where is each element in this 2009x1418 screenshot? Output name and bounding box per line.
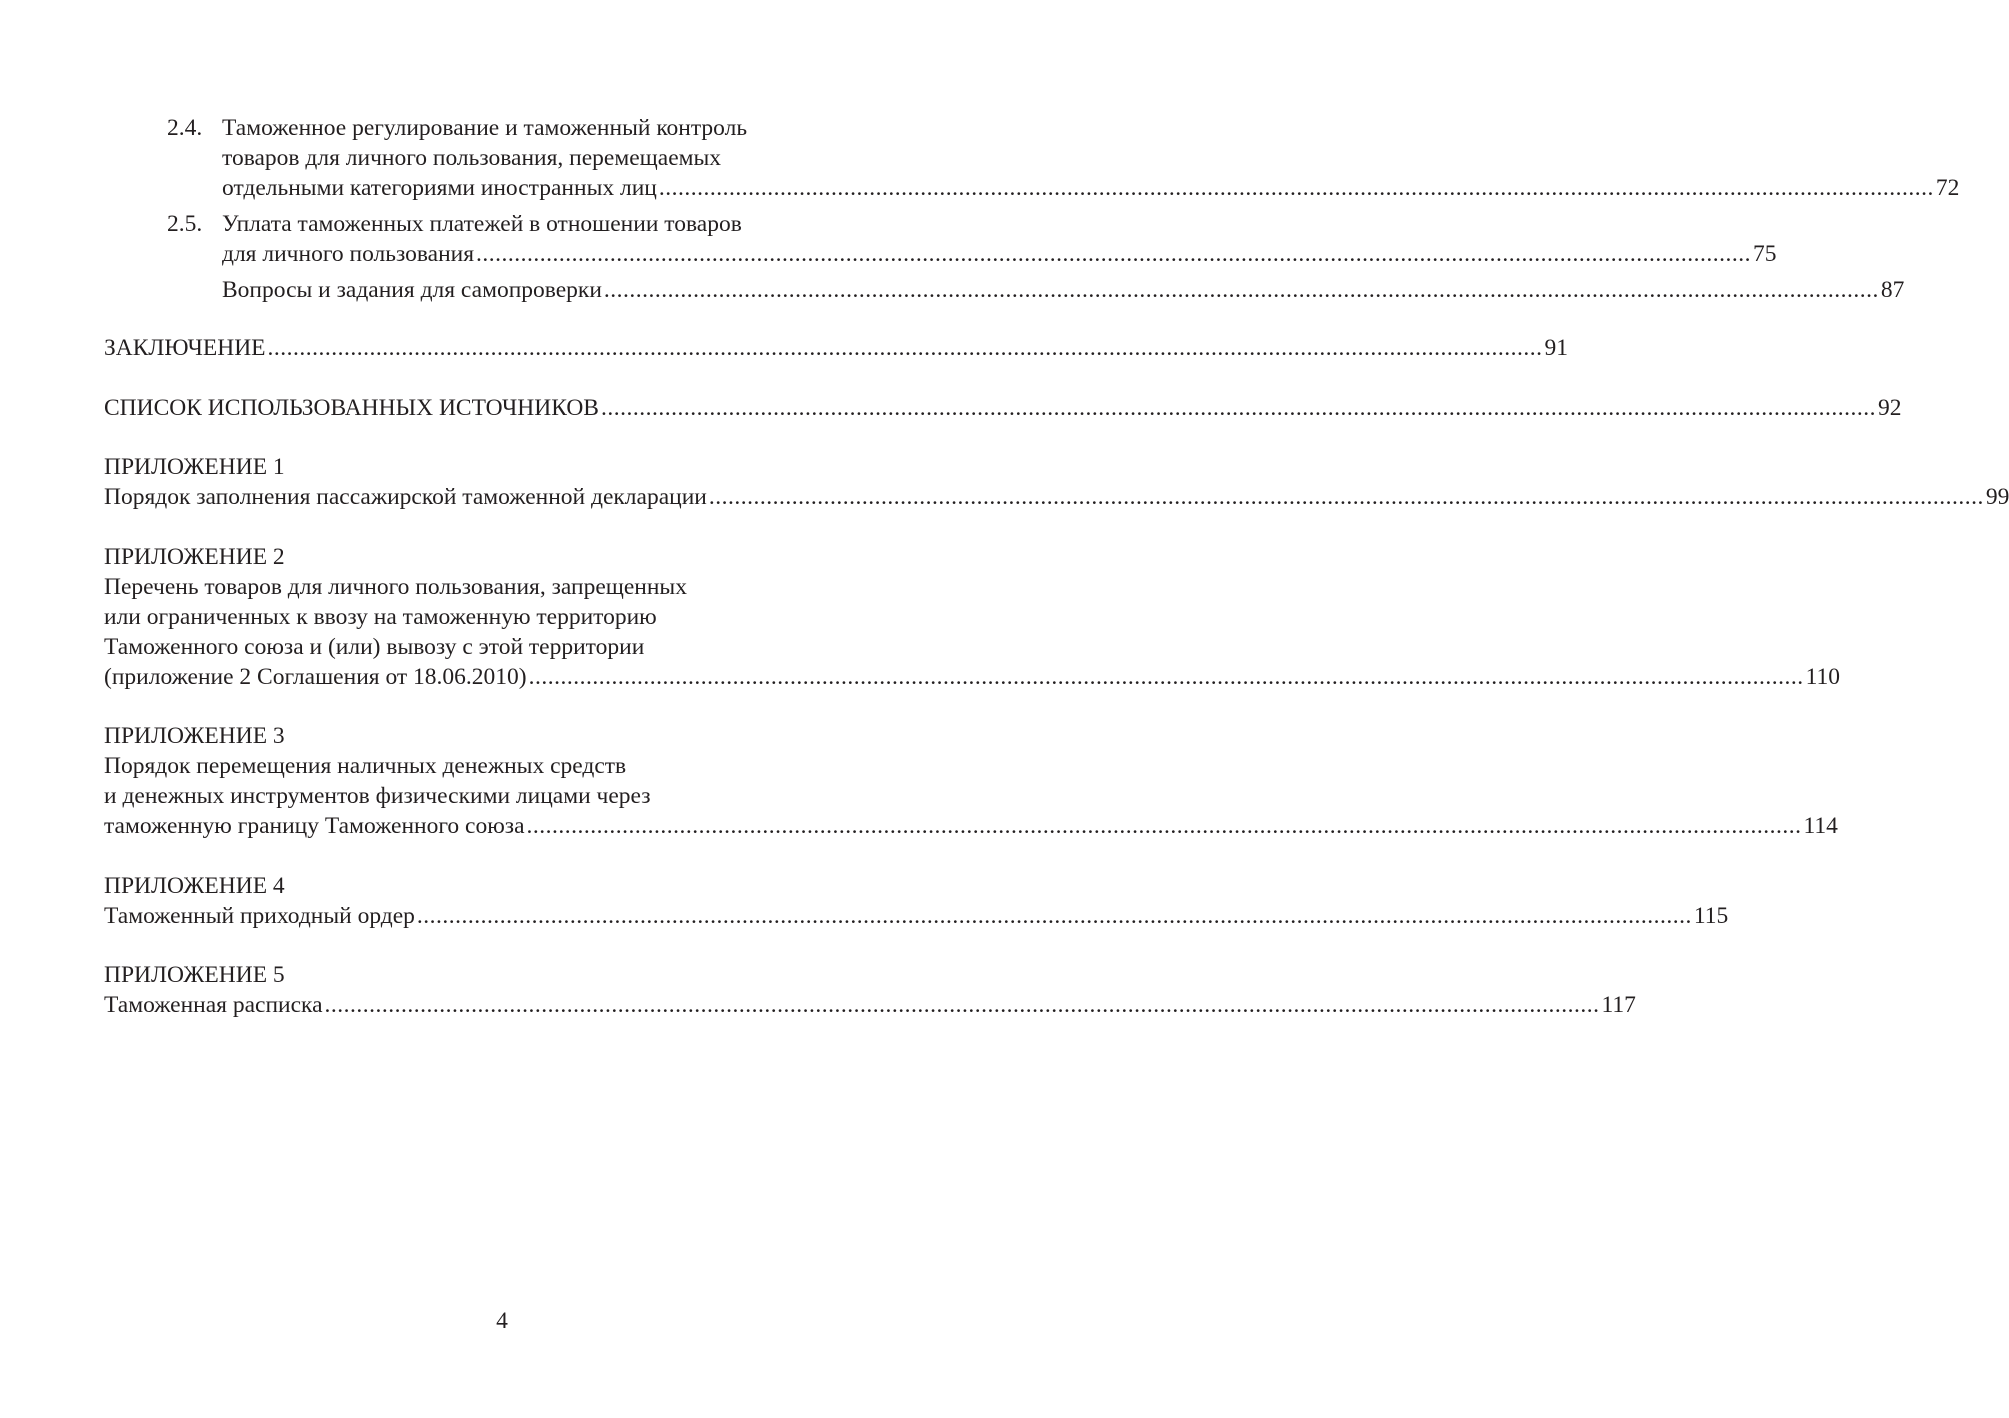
leader-dots: ........................................................................................................................................................................................................ — [476, 241, 1752, 267]
toc-entry-appendix-4[interactable] — [104, 901, 1729, 931]
appendix-heading: ПРИЛОЖЕНИЕ 4 — [104, 873, 285, 899]
section-title-line: товаров для личного пользования, перемещаемых — [222, 145, 722, 171]
toc-page-ref: 92 — [1877, 395, 1902, 421]
appendix-title-line: Таможенного союза и (или) вывозу с этой территории — [104, 634, 645, 660]
leader-dots: ........................................................................................................................................................................................................ — [708, 484, 1984, 510]
toc-page-ref: 110 — [1805, 664, 1841, 690]
toc-entry-text: Порядок заполнения пассажирской таможенной декларации — [104, 484, 707, 510]
appendix-title-line: Порядок перемещения наличных денежных средств — [104, 753, 627, 779]
toc-page-ref: 87 — [1880, 277, 1905, 303]
appendix-title-line: и денежных инструментов физическими лицами через — [104, 783, 651, 809]
toc-entry-appendix-5[interactable] — [104, 990, 1636, 1020]
toc-entry-conclusion[interactable] — [104, 333, 1569, 363]
leader-dots: ........................................................................................................................................................................................................ — [416, 903, 1692, 929]
appendix-heading: ПРИЛОЖЕНИЕ 3 — [104, 723, 285, 749]
leader-dots: ........................................................................................................................................................................................................ — [603, 277, 1879, 303]
toc-entry-text: Таможенный приходный ордер — [104, 903, 415, 929]
toc-entry-questions[interactable] — [222, 275, 1905, 305]
toc-entry-text: таможенную границу Таможенного союза — [104, 813, 525, 839]
toc-entry-appendix-3[interactable] — [104, 811, 1838, 841]
page-number: 4 — [496, 1308, 508, 1334]
appendix-title-line: или ограниченных к ввозу на таможенную территорию — [104, 604, 657, 630]
section-number: 2.4. — [167, 115, 203, 141]
toc-entry-text: Таможенная расписка — [104, 992, 323, 1018]
toc-page-ref: 91 — [1544, 335, 1569, 361]
leader-dots: ........................................................................................................................................................................................................ — [267, 335, 1543, 361]
toc-entry-text: отдельными категориями иностранных лиц — [222, 175, 657, 201]
appendix-title-line: Перечень товаров для личного пользования, запрещенных — [104, 574, 687, 600]
toc-entry-2-5[interactable] — [222, 239, 1777, 269]
toc-entry-text: для личного пользования — [222, 241, 475, 267]
toc-entry-text: ЗАКЛЮЧЕНИЕ — [104, 335, 266, 361]
toc-entry-sources[interactable] — [104, 393, 1902, 423]
section-title-line: Уплата таможенных платежей в отношении товаров — [222, 211, 742, 237]
toc-entry-appendix-2[interactable] — [104, 662, 1841, 692]
toc-entry-2-4[interactable] — [222, 173, 1960, 203]
leader-dots: ........................................................................................................................................................................................................ — [658, 175, 1934, 201]
toc-entry-text: Вопросы и задания для самопроверки — [222, 277, 602, 303]
section-number: 2.5. — [167, 211, 203, 237]
toc-entry-text: СПИСОК ИСПОЛЬЗОВАННЫХ ИСТОЧНИКОВ — [104, 395, 599, 421]
leader-dots: ........................................................................................................................................................................................................ — [528, 664, 1804, 690]
toc-entry-appendix-1[interactable] — [104, 482, 2009, 512]
appendix-heading: ПРИЛОЖЕНИЕ 2 — [104, 544, 285, 570]
leader-dots: ........................................................................................................................................................................................................ — [324, 992, 1600, 1018]
toc-page-ref: 75 — [1753, 241, 1777, 267]
toc-page-ref: 115 — [1693, 903, 1729, 929]
toc-page-ref: 117 — [1601, 992, 1636, 1018]
appendix-heading: ПРИЛОЖЕНИЕ 1 — [104, 454, 285, 480]
leader-dots: ........................................................................................................................................................................................................ — [600, 395, 1876, 421]
toc-page-ref: 72 — [1935, 175, 1960, 201]
appendix-heading: ПРИЛОЖЕНИЕ 5 — [104, 962, 285, 988]
section-title-line: Таможенное регулирование и таможенный контроль — [222, 115, 748, 141]
leader-dots: ........................................................................................................................................................................................................ — [526, 813, 1802, 839]
toc-page-ref: 114 — [1803, 813, 1838, 839]
toc-entry-text: (приложение 2 Соглашения от 18.06.2010) — [104, 664, 527, 690]
toc-page-ref: 99 — [1985, 484, 2009, 510]
